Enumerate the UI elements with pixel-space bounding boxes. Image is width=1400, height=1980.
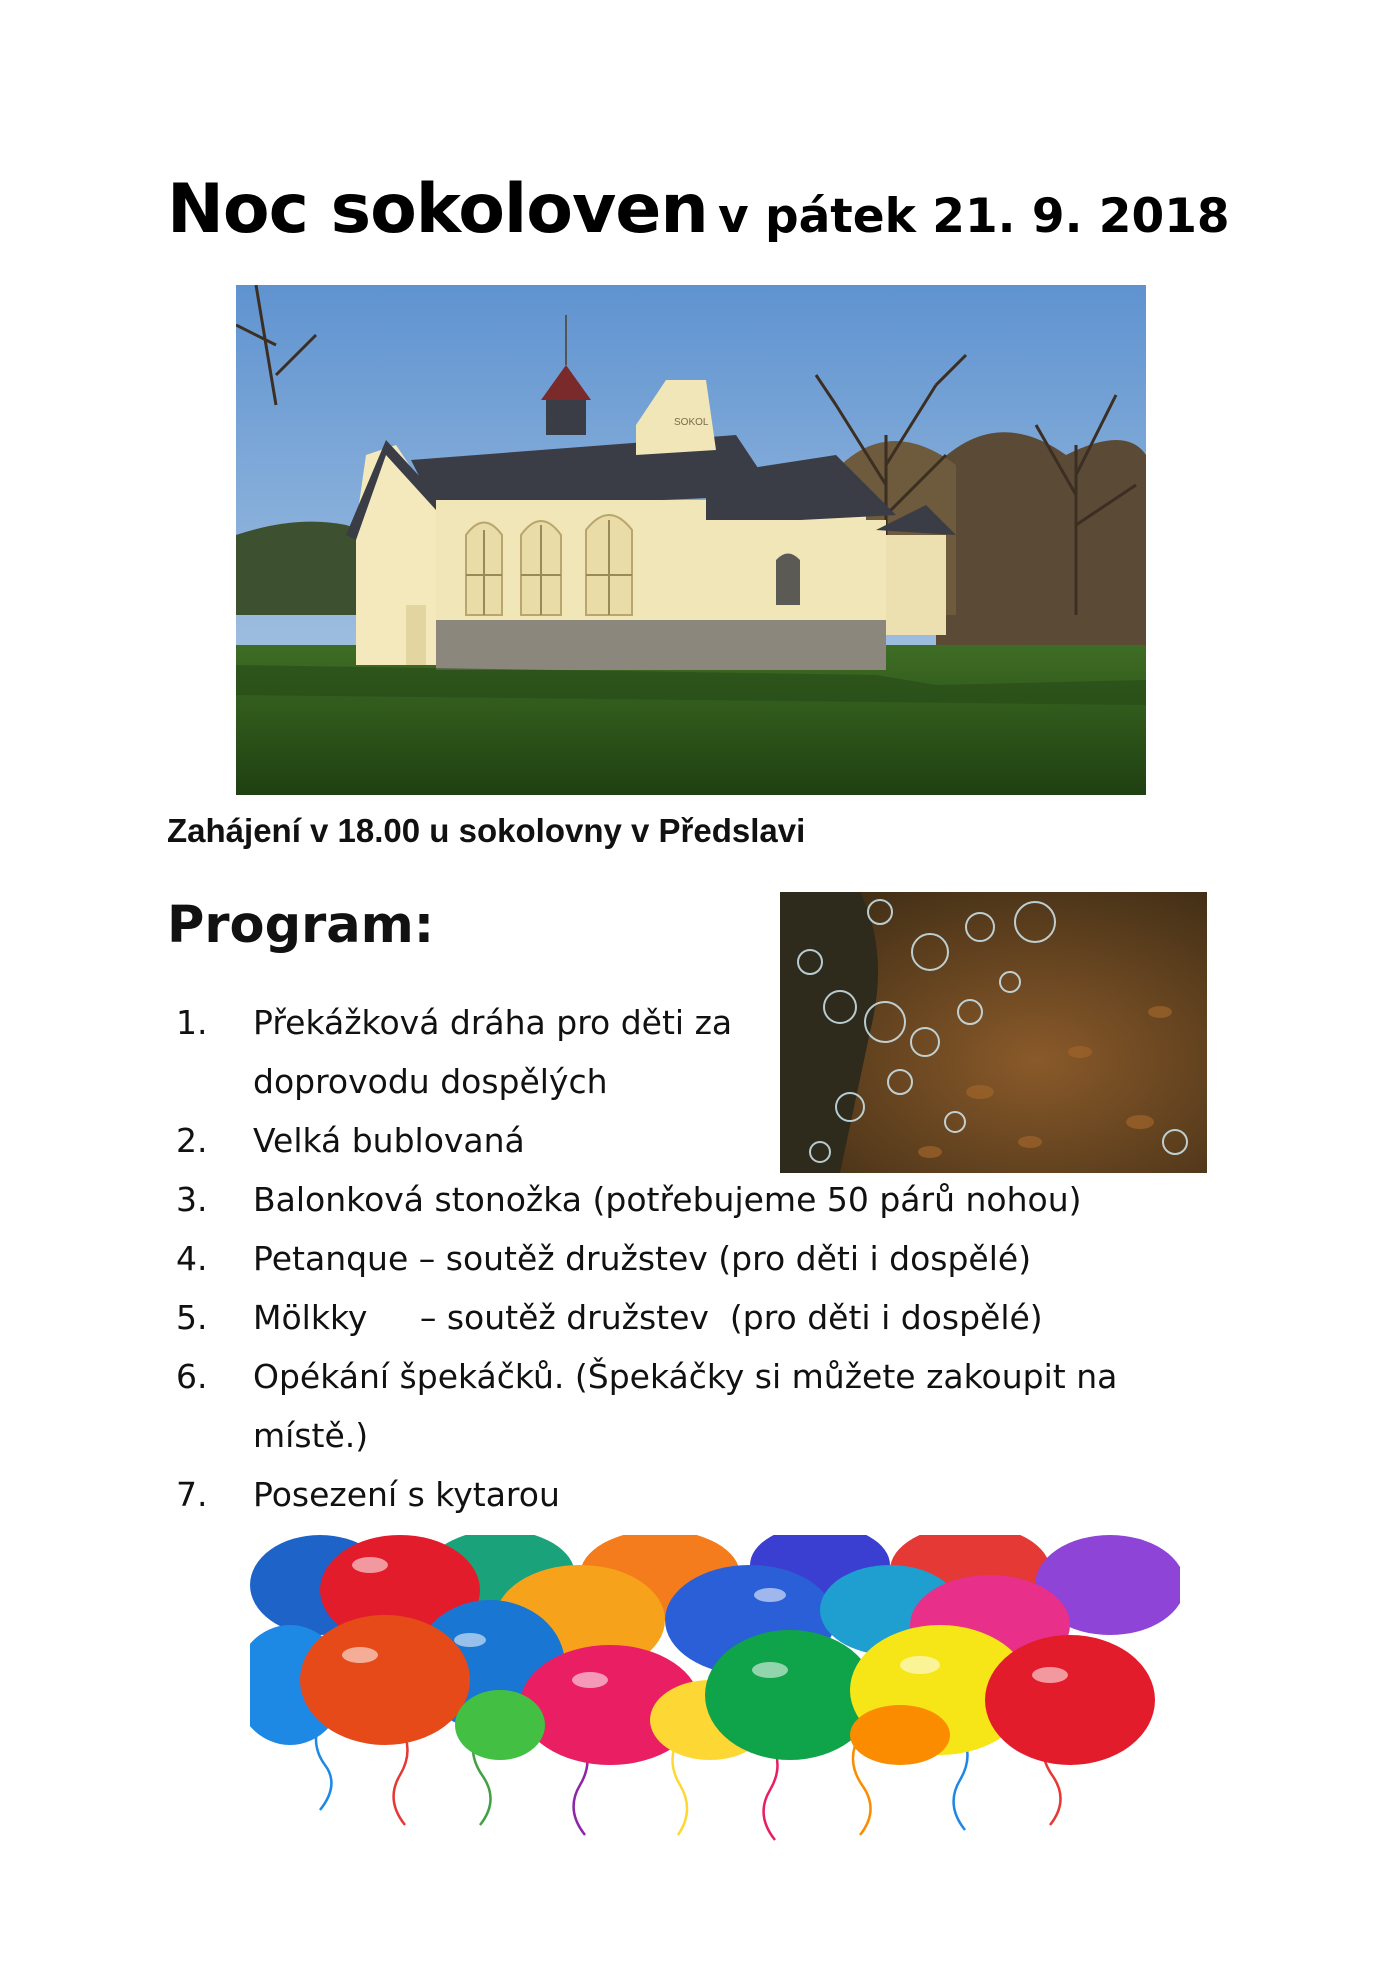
- program-item: [160, 1111, 1160, 1170]
- title-main: Noc sokoloven: [167, 170, 708, 249]
- program-item: [160, 1288, 1160, 1347]
- item-text: Petanque – soutěž družstev (pro děti i dospělé): [253, 1239, 1032, 1278]
- item-text: Balonková stonožka (potřebujeme 50 párů nohou): [253, 1180, 1082, 1219]
- item-number: 2.: [176, 1121, 208, 1160]
- item-text: Překážková dráha pro děti za doprovodu dospělých: [253, 1003, 733, 1101]
- autumn-trees: [936, 432, 1146, 665]
- balloons-illustration: [250, 1535, 1180, 1845]
- program-list: [160, 993, 1160, 1524]
- title-date: v pátek 21. 9. 2018: [717, 189, 1230, 244]
- sokolovna-photo: [236, 285, 1146, 795]
- item-number: 5.: [176, 1298, 208, 1337]
- item-number: 1.: [176, 1003, 208, 1042]
- building-sign: SOKOL: [674, 417, 709, 428]
- program-item: [160, 1229, 1160, 1288]
- program-item: [160, 1465, 1160, 1524]
- item-text: Mölkky – soutěž družstev (pro děti i dospělé): [253, 1298, 1043, 1337]
- program-heading: Program:: [167, 896, 435, 955]
- item-number: 3.: [176, 1180, 208, 1219]
- program-item: [160, 1170, 1160, 1229]
- item-number: 6.: [176, 1357, 208, 1396]
- program-item: [160, 993, 1160, 1111]
- item-number: 4.: [176, 1239, 208, 1278]
- program-item: [160, 1347, 1160, 1465]
- item-text: Velká bublovaná: [253, 1121, 525, 1160]
- item-text: Posezení s kytarou: [253, 1475, 560, 1514]
- item-number: 7.: [176, 1475, 208, 1514]
- page-title: [167, 170, 1230, 249]
- opening-info: Zahájení v 18.00 u sokolovny v Předslavi: [167, 812, 806, 849]
- item-text: Opékání špekáčků. (Špekáčky si můžete zakoupit na místě.): [253, 1357, 1118, 1455]
